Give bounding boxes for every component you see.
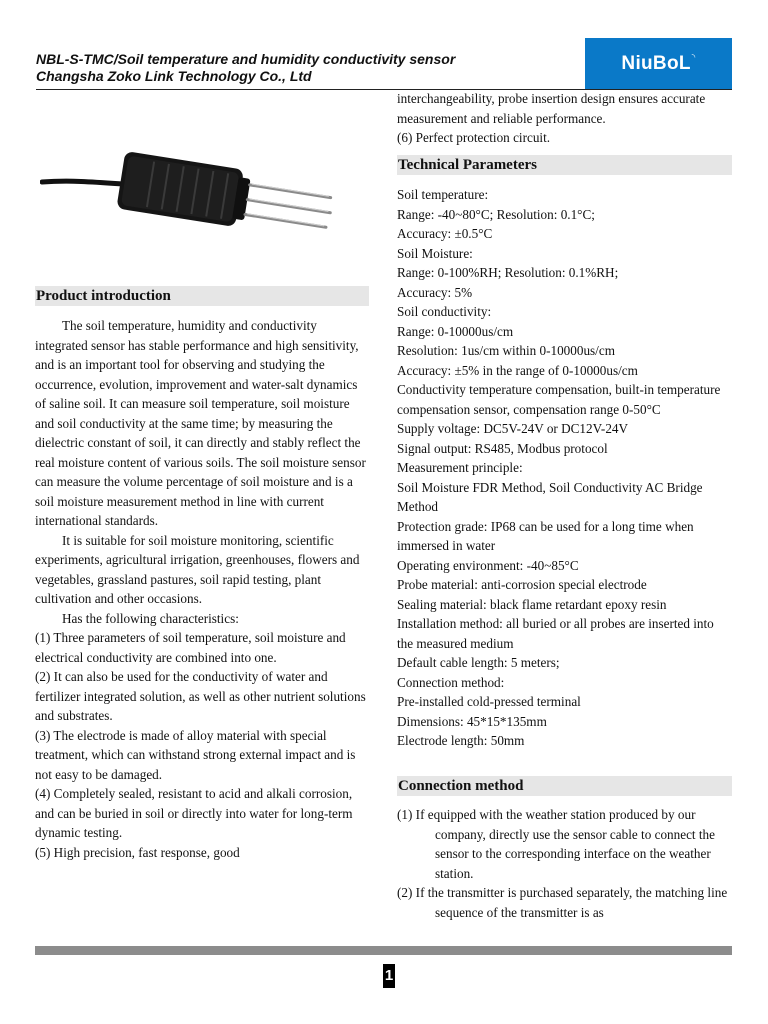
header-title-line2: Changsha Zoko Link Technology Co., Ltd bbox=[36, 68, 312, 84]
connection-item: (2) If the transmitter is purchased separately, the matching line sequence of the transmitter is as bbox=[397, 885, 728, 920]
characteristics-lead: Has the following characteristics: bbox=[62, 610, 239, 626]
param-line: Resolution: 1us/cm within 0-10000us/cm bbox=[397, 343, 615, 358]
page-number: 1 bbox=[383, 964, 395, 988]
application-paragraph: It is suitable for soil moisture monitoring, scientific experiments, agricultural irrigation, greenhouses, flowers and vegetables, grassland pastures, soil rapid testing, plant cultivation and other occasions. bbox=[35, 532, 360, 606]
param-line: Range: 0-100%RH; Resolution: 0.1%RH; bbox=[397, 265, 619, 280]
feature-item: (2) It can also be used for the conductivity of water and fertilizer integrated solution, as well as other nutrient solutions and substrates. bbox=[35, 669, 366, 723]
param-line: Pre-installed cold-pressed terminal bbox=[397, 694, 581, 709]
param-line: Operating environment: -40~85°C bbox=[397, 557, 579, 573]
param-line: Installation method: all buried or all probes are inserted into the measured medium bbox=[397, 616, 714, 651]
intro-paragraph: The soil temperature, humidity and conductivity integrated sensor has stable performance and high sensitivity, and is an important tool for observing and studying the occurrence, evolution, improvement and water-salt dynamics of saline soil. It can measure soil temperature, soil moisture and soil conductivity at the same time; by measuring the dielectric constant of soil, it can directly and stably reflect the real moisture content of various soils. The soil moisture sensor can measure the volume percentage of soil moisture and is a soil moisture measurement method in line with current international standards. bbox=[35, 318, 366, 528]
feature-item: (3) The electrode is made of alloy material with special treatment, which can withstand strong external impact and is not easy to be damaged. bbox=[35, 727, 356, 782]
param-line: Accuracy: ±0.5°C bbox=[397, 226, 493, 241]
feature-item: (6) Perfect protection circuit. bbox=[397, 130, 551, 145]
header-title-line1: NBL-S-TMC/Soil temperature and humidity conductivity sensor bbox=[36, 51, 456, 67]
param-line: Measurement principle: bbox=[397, 460, 523, 475]
product-introduction-body bbox=[35, 316, 369, 862]
feature-item: (4) Completely sealed, resistant to acid and alkali corrosion, and can be buried in soil or directly into water for long-term dynamic testing. bbox=[35, 786, 353, 840]
param-line: Soil conductivity: bbox=[397, 304, 492, 319]
signal-icon: ◝ bbox=[691, 52, 696, 62]
technical-parameters-heading: Technical Parameters bbox=[397, 155, 732, 175]
param-line: Protection grade: IP68 can be used for a long time when immersed in water bbox=[397, 518, 694, 553]
param-line: Conductivity temperature compensation, built-in temperature compensation sensor, compensation range 0-50°C bbox=[397, 382, 721, 417]
param-line: Default cable length: 5 meters; bbox=[397, 655, 560, 670]
param-line: Signal output: RS485, Modbus protocol bbox=[397, 440, 608, 456]
param-line: Sealing material: black flame retardant epoxy resin bbox=[397, 596, 667, 612]
param-line: Range: -40~80°C; Resolution: 0.1°C; bbox=[397, 206, 595, 222]
connection-item: (1) If equipped with the weather station produced by our company, directly use the sensor cable to connect the sensor to the corresponding interface on the weather station. bbox=[397, 807, 716, 881]
feature-item-continued: interchangeability, probe insertion design ensures accurate measurement and reliable performance. bbox=[397, 91, 706, 126]
connection-method-list bbox=[397, 805, 731, 922]
param-line: Connection method: bbox=[397, 674, 505, 690]
technical-parameters-list bbox=[397, 185, 731, 751]
feature-item: (5) High precision, fast response, good bbox=[35, 844, 240, 860]
param-line: Supply voltage: DC5V-24V or DC12V-24V bbox=[397, 421, 629, 436]
niubol-logo bbox=[585, 38, 732, 89]
param-line: Soil temperature: bbox=[397, 187, 489, 202]
param-line: Probe material: anti-corrosion special electrode bbox=[397, 577, 647, 592]
param-line: Accuracy: 5% bbox=[397, 284, 473, 300]
connection-method-heading: Connection method bbox=[397, 776, 732, 796]
sensor-product-image bbox=[40, 140, 340, 250]
logo-text: NiuBoL bbox=[621, 52, 691, 74]
param-line: Soil Moisture FDR Method, Soil Conductivity AC Bridge Method bbox=[397, 479, 703, 514]
param-line: Range: 0-10000us/cm bbox=[397, 323, 514, 339]
right-column bbox=[397, 89, 733, 148]
document-header-title bbox=[36, 51, 455, 85]
product-introduction-heading: Product introduction bbox=[35, 286, 369, 306]
param-line: Accuracy: ±5% in the range of 0-10000us/cm bbox=[397, 362, 638, 378]
param-line: Electrode length: 50mm bbox=[397, 733, 525, 748]
param-line: Dimensions: 45*15*135mm bbox=[397, 713, 547, 729]
param-line: Soil Moisture: bbox=[397, 245, 473, 261]
footer-bar bbox=[35, 946, 732, 955]
feature-item: (1) Three parameters of soil temperature, soil moisture and electrical conductivity are combined into one. bbox=[35, 630, 346, 665]
